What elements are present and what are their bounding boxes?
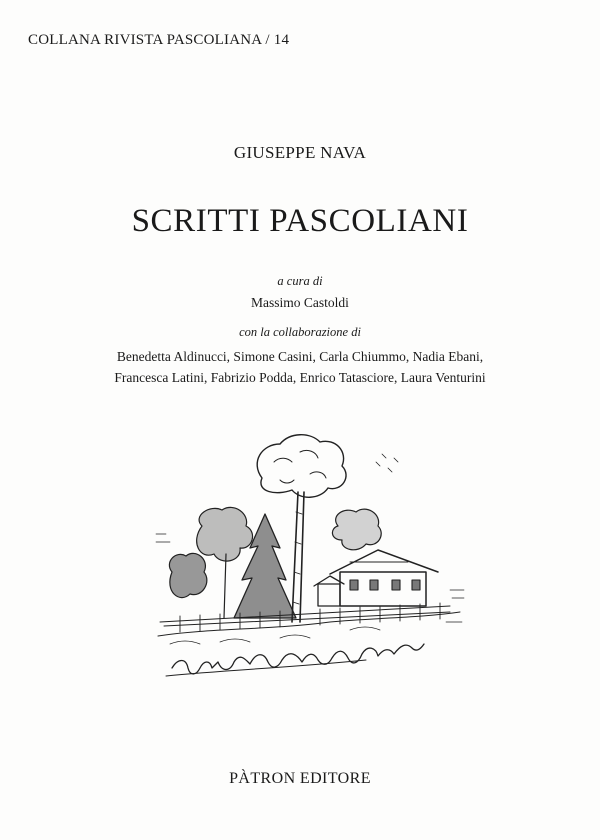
curator-label: a cura di xyxy=(277,274,323,288)
collaboration-label: con la collaborazione di xyxy=(239,325,361,339)
handwritten-caption xyxy=(172,644,424,674)
garden-fence xyxy=(160,606,450,626)
book-title: SCRITTI PASCOLIANI xyxy=(131,203,469,239)
publisher-name: PÀTRON EDITORE xyxy=(229,770,371,787)
series-title: COLLANA RIVISTA PASCOLIANA / 14 xyxy=(28,32,290,48)
collaborators-line-2: Francesca Latini, Fabrizio Podda, Enrico Tatasciore, Laura Venturini xyxy=(114,370,486,385)
curator-name: Massimo Castoldi xyxy=(251,295,349,310)
sketch-illustration xyxy=(150,422,480,700)
poplar-crown xyxy=(257,435,346,498)
collaborators-line-1: Benedetta Aldinucci, Simone Casini, Carla Chiummo, Nadia Ebani, xyxy=(116,349,484,364)
author-name: GIUSEPPE NAVA xyxy=(233,143,367,162)
